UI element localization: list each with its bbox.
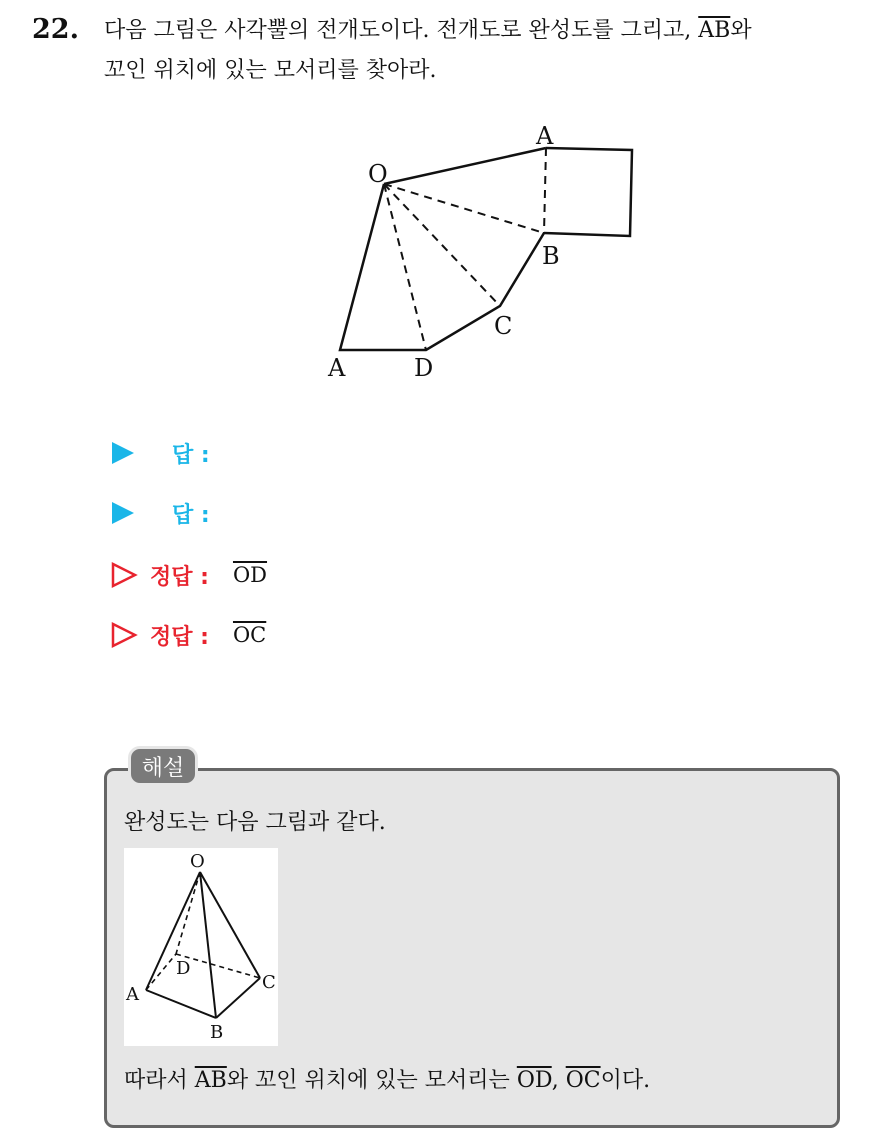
question-text-line2: 꼬인 위치에 있는 모서리를 찾아라. (104, 58, 437, 83)
pyramid-label-d: D (176, 958, 191, 979)
net-label-o: O (368, 160, 388, 188)
pyramid-label-a: A (126, 984, 139, 1005)
filled-triangle-icon (110, 440, 136, 466)
pyramid-label-c: C (262, 972, 276, 993)
net-fold-od (384, 184, 426, 350)
solution-tab: 해설 (128, 746, 198, 786)
net-fold-ab (544, 148, 546, 233)
correct-answer-row-1 (110, 558, 267, 592)
outline-triangle-icon (110, 561, 138, 589)
outline-triangle-icon (110, 621, 138, 649)
pyramid-label-o: O (190, 851, 205, 872)
solution-line1: 완성도는 다음 그림과 같다. (124, 810, 386, 835)
question-text: 다음 그림은 사각뿔의 전개도이다. 전개도로 완성도를 그리고, (104, 18, 699, 43)
correct-answer-value: $\overline{OC}$ (232, 623, 267, 647)
pyramid-figure (124, 848, 278, 1046)
pyramid-net-figure (320, 118, 650, 388)
net-label-a-bottom: A (328, 354, 346, 382)
solution-line2 (124, 1066, 650, 1096)
net-outline (340, 184, 544, 350)
correct-answer-label: 정답 : (150, 564, 209, 590)
question-suffix: 와 (730, 18, 752, 43)
filled-triangle-icon (110, 500, 136, 526)
correct-answer-label: 정답 : (150, 624, 209, 650)
net-label-b: B (542, 242, 560, 270)
correct-answer-value: $\overline{OD}$ (232, 563, 268, 587)
solution-sep: , (551, 1068, 566, 1093)
edge-od: $\overline{OD}$ (516, 1068, 552, 1093)
answer-label: 답 : (172, 502, 210, 528)
solution-prefix: 따라서 (124, 1068, 195, 1093)
question-text-line1 (104, 16, 752, 46)
edge-ab: $\overline{AB}$ (698, 18, 731, 43)
answer-label: 답 : (172, 442, 210, 468)
correct-answer-row-2 (110, 618, 266, 652)
answer-row-2 (110, 496, 234, 530)
solution-mid: 와 꼬인 위치에 있는 모서리는 (226, 1068, 517, 1093)
net-label-a-top: A (536, 122, 554, 150)
question-number: 22. (32, 14, 79, 45)
net-label-d: D (414, 354, 434, 382)
edge-ab: $\overline{AB}$ (194, 1068, 227, 1093)
net-square-base (544, 148, 632, 236)
pyramid-label-b: B (210, 1022, 224, 1043)
solution-suffix: 이다. (600, 1068, 651, 1093)
edge-oc: $\overline{OC}$ (565, 1068, 601, 1093)
net-label-c: C (494, 312, 513, 340)
net-edge-oa (384, 148, 546, 184)
answer-row-1 (110, 436, 234, 470)
